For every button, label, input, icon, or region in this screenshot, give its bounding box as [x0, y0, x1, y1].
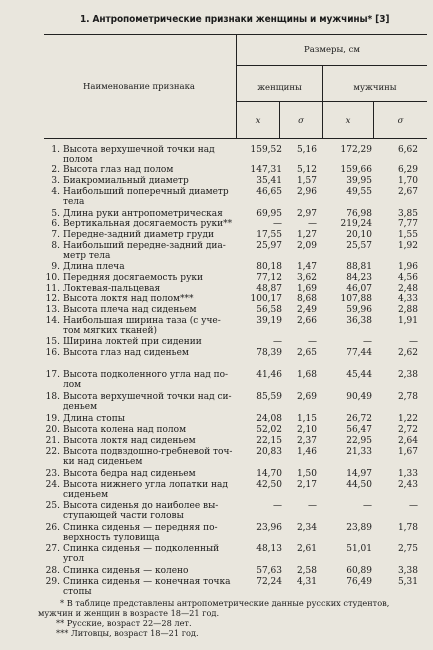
- table-row: [44, 436, 424, 447]
- women-mean: 56,58: [256, 305, 282, 315]
- women-sigma: —: [308, 219, 317, 229]
- women-sigma: 5,12: [296, 165, 317, 175]
- feature-name: Высота локтя над сиденьем: [63, 436, 196, 446]
- men-sigma: 1,92: [397, 241, 418, 251]
- feature-name: Спинка сиденья — колено: [63, 566, 189, 576]
- women-mean: 48,13: [256, 544, 282, 554]
- men-sigma: 2,43: [397, 480, 418, 490]
- feature-name: Наибольший поперечный диаметр: [63, 187, 229, 197]
- feature-name-continuation: метр тела: [63, 251, 111, 261]
- women-sigma: 2,69: [296, 392, 317, 402]
- feature-name-continuation: угол: [63, 554, 85, 564]
- table-row: [44, 165, 424, 176]
- men-mean: 56,47: [346, 425, 372, 435]
- men-sigma: 3,38: [397, 566, 418, 576]
- men-mean: —: [363, 501, 372, 511]
- row-number: 26.: [45, 523, 60, 533]
- men-sigma: 1,78: [397, 523, 418, 533]
- feature-name: Длина руки антропометрическая: [63, 209, 223, 219]
- men-mean: 36,38: [346, 316, 372, 326]
- table-row: [44, 273, 424, 284]
- women-mean: 41,46: [256, 370, 282, 380]
- men-sigma: 2,67: [397, 187, 418, 197]
- men-mean: 159,66: [340, 165, 372, 175]
- feature-name-continuation: лом: [63, 380, 82, 390]
- women-sigma: 2,17: [296, 480, 317, 490]
- women-sigma: 2,61: [296, 544, 317, 554]
- women-sigma: 1,57: [296, 176, 317, 186]
- women-mean: —: [273, 219, 282, 229]
- women-mean: 25,97: [256, 241, 282, 251]
- row-number: 28.: [45, 566, 60, 576]
- men-sigma: 1,96: [397, 262, 418, 272]
- men-sigma: 1,70: [397, 176, 418, 186]
- row-number: 3.: [51, 176, 60, 186]
- feature-label: Наименование признака: [82, 82, 195, 92]
- feature-name-continuation: ки над сиденьем: [63, 457, 143, 467]
- men-mean: 60,89: [346, 566, 372, 576]
- row-number: 6.: [51, 219, 60, 229]
- men-sigma: 3,85: [397, 209, 418, 219]
- men-mean: 76,98: [346, 209, 372, 219]
- men-sigma: —: [409, 337, 418, 347]
- table-row: [44, 425, 424, 436]
- header-group-rule: [236, 101, 427, 102]
- row-number: 16.: [45, 348, 60, 358]
- feature-name: Длина стопы: [63, 414, 125, 424]
- row-number: 14.: [45, 316, 60, 326]
- feature-name: Локтевая-пальцевая: [63, 284, 161, 294]
- row-number: 2.: [51, 165, 60, 175]
- men-sigma: 6,62: [397, 145, 418, 155]
- feature-name: Высота колена над полом: [63, 425, 187, 435]
- feature-name: Высота сиденья до наиболее вы-: [63, 501, 219, 511]
- table-row: [44, 305, 424, 316]
- feature-name-continuation: ступающей части головы: [63, 511, 184, 521]
- women-sigma: 8,68: [296, 294, 317, 304]
- men-sigma: 2,72: [397, 425, 418, 435]
- sizes-label: Размеры, см: [303, 45, 361, 55]
- row-number: 29.: [45, 577, 60, 587]
- footnote-line: * В таблице представлены антропометрические данные русских студентов,: [60, 598, 390, 608]
- men-mean: 45,44: [346, 370, 372, 380]
- footnote-line: *** Литовцы, возраст 18—21 год.: [56, 628, 199, 638]
- feature-name: Передняя досягаемость руки: [63, 273, 203, 283]
- women-sigma: 2,66: [296, 316, 317, 326]
- row-number: 10.: [45, 273, 60, 283]
- row-number: 12.: [45, 294, 60, 304]
- women-mean: 80,18: [256, 262, 282, 272]
- men-label: мужчины: [353, 83, 397, 93]
- table-row: [44, 262, 424, 273]
- women-mean: 52,02: [256, 425, 282, 435]
- feature-name-continuation: тела: [63, 197, 85, 207]
- men-mean: 22,95: [346, 436, 372, 446]
- women-sigma: 2,97: [296, 209, 317, 219]
- men-sigma: 1,33: [397, 469, 418, 479]
- feature-name: Длина плеча: [63, 262, 125, 272]
- feature-name: Высота верхушечной точки над: [63, 145, 215, 155]
- row-number: 5.: [51, 209, 60, 219]
- men-sigma: 2,48: [397, 284, 418, 294]
- men-sigma: 5,31: [397, 577, 418, 587]
- table-title: 1. Антропометрические признаки женщины и мужчины* [3]: [80, 14, 390, 25]
- women-sigma: 2,96: [296, 187, 317, 197]
- men-mean: 26,72: [346, 414, 372, 424]
- men-sigma: 2,88: [397, 305, 418, 315]
- feature-name-continuation: деньем: [63, 402, 98, 412]
- women-mean: 20,83: [256, 447, 282, 457]
- men-mean: 88,81: [346, 262, 372, 272]
- men-sigma: 2,38: [397, 370, 418, 380]
- table-row: [44, 294, 424, 305]
- women-sigma: —: [308, 337, 317, 347]
- women-mean: 85,59: [256, 392, 282, 402]
- women-sigma: 1,50: [296, 469, 317, 479]
- feature-name: Высота локтя над полом***: [63, 294, 194, 304]
- feature-name: Спинка сиденья — подколенный: [63, 544, 220, 554]
- feature-name: Вертикальная досягаемость руки**: [63, 219, 233, 229]
- men-x-label: x: [345, 116, 351, 126]
- men-mean: 219,24: [340, 219, 372, 229]
- header-sizes-rule: [236, 65, 427, 66]
- women-label: женщины: [257, 83, 302, 93]
- feature-name: Передне-задний диаметр груди: [63, 230, 214, 240]
- table-row: [44, 219, 424, 230]
- footnote-line: мужчин и женщин в возрасте 18—21 год.: [38, 608, 220, 618]
- women-mean: 35,41: [256, 176, 282, 186]
- footnote-line: ** Русские, возраст 22—28 лет.: [56, 618, 192, 628]
- men-mean: 107,88: [340, 294, 372, 304]
- women-sigma: 3,62: [296, 273, 317, 283]
- women-sigma: 1,46: [296, 447, 317, 457]
- men-mean: 90,49: [346, 392, 372, 402]
- women-mean: 42,50: [256, 480, 282, 490]
- men-mean: 46,07: [346, 284, 372, 294]
- men-sigma: 2,78: [397, 392, 418, 402]
- table-row: [44, 337, 424, 348]
- table-row: [44, 348, 424, 359]
- row-number: 18.: [45, 392, 60, 402]
- women-mean: 23,96: [256, 523, 282, 533]
- men-sigma: 2,75: [397, 544, 418, 554]
- feature-name-continuation: верхность туловища: [63, 533, 160, 543]
- feature-name: Спинка сиденья — передняя по-: [63, 523, 218, 533]
- women-sigma: 2,10: [296, 425, 317, 435]
- women-sigma: 2,34: [296, 523, 317, 533]
- feature-name: Ширина локтей при сидении: [63, 337, 202, 347]
- women-sigma-label: σ: [298, 116, 304, 126]
- women-mean: 39,19: [256, 316, 282, 326]
- row-number: 20.: [45, 425, 60, 435]
- women-mean: —: [273, 337, 282, 347]
- feature-name-continuation: сиденьем: [63, 490, 109, 500]
- women-mean: 14,70: [256, 469, 282, 479]
- men-mean: 49,55: [346, 187, 372, 197]
- women-mean: 77,12: [256, 273, 282, 283]
- women-sigma: 1,47: [296, 262, 317, 272]
- men-mean: 14,97: [346, 469, 372, 479]
- men-sigma: 4,56: [397, 273, 418, 283]
- men-mean: 59,96: [346, 305, 372, 315]
- women-mean: 46,65: [256, 187, 282, 197]
- women-sigma: —: [308, 501, 317, 511]
- table-row: [44, 469, 424, 480]
- women-sigma: 1,69: [296, 284, 317, 294]
- women-mean: 100,17: [250, 294, 282, 304]
- men-mean: 84,23: [346, 273, 372, 283]
- feature-name: Высота глаз над сиденьем: [63, 348, 189, 358]
- men-mean: 25,57: [346, 241, 372, 251]
- feature-name: Высота верхушечной точки над си-: [63, 392, 232, 402]
- feature-name: Наибольшая ширина таза (с уче-: [63, 316, 221, 326]
- women-sigma: 2,49: [296, 305, 317, 315]
- men-sigma: 7,77: [397, 219, 418, 229]
- row-number: 17.: [45, 370, 60, 380]
- feature-name: Наибольший передне-задний диа-: [63, 241, 226, 251]
- table-row: [44, 566, 424, 577]
- table-row: [44, 176, 424, 187]
- women-mean: 17,55: [256, 230, 282, 240]
- header-bottom-rule: [44, 138, 427, 139]
- women-mean: 159,52: [250, 145, 282, 155]
- table-row: [44, 230, 424, 241]
- men-mean: 51,01: [346, 544, 372, 554]
- men-mean: 44,50: [346, 480, 372, 490]
- feature-name: Высота бедра над сиденьем: [63, 469, 196, 479]
- women-x-label: x: [255, 116, 261, 126]
- men-mean: 76,49: [346, 577, 372, 587]
- row-number: 15.: [45, 337, 60, 347]
- row-number: 7.: [51, 230, 60, 240]
- women-mean: 78,39: [256, 348, 282, 358]
- men-mean: 39,95: [346, 176, 372, 186]
- row-number: 24.: [45, 480, 60, 490]
- women-sigma: 2,58: [296, 566, 317, 576]
- feature-name-continuation: стопы: [63, 587, 92, 597]
- men-sigma: 1,22: [397, 414, 418, 424]
- row-number: 4.: [51, 187, 60, 197]
- women-mean: 24,08: [256, 414, 282, 424]
- men-sigma: 6,29: [397, 165, 418, 175]
- men-sigma: 1,55: [397, 230, 418, 240]
- men-mean: 23,89: [346, 523, 372, 533]
- row-number: 22.: [45, 447, 60, 457]
- row-number: 11.: [45, 284, 60, 294]
- women-mean: 57,63: [256, 566, 282, 576]
- feature-name: Высота нижнего угла лопатки над: [63, 480, 228, 490]
- row-number: 8.: [51, 241, 60, 251]
- men-mean: 21,33: [346, 447, 372, 457]
- men-mean: 20,10: [346, 230, 372, 240]
- row-number: 23.: [45, 469, 60, 479]
- men-sigma: 4,33: [397, 294, 418, 304]
- men-sigma-label: σ: [397, 116, 404, 126]
- feature-name: Высота подвздошно-гребневой точ-: [63, 447, 233, 457]
- men-sigma: 1,67: [397, 447, 418, 457]
- feature-name: Высота плеча над сиденьем: [63, 305, 197, 315]
- women-sigma: 1,68: [296, 370, 317, 380]
- row-number: 21.: [45, 436, 60, 446]
- men-sigma: —: [409, 501, 418, 511]
- row-number: 27.: [45, 544, 60, 554]
- feature-name: Спинка сиденья — конечная точка: [63, 577, 231, 587]
- feature-name: Высота глаз над полом: [63, 165, 174, 175]
- women-mean: 48,87: [256, 284, 282, 294]
- feature-name: Биакромиальный диаметр: [63, 176, 189, 186]
- table-row: [44, 414, 424, 425]
- men-sigma: 2,62: [397, 348, 418, 358]
- men-sigma: 1,91: [397, 316, 418, 326]
- row-number: 1.: [51, 145, 60, 155]
- row-number: 19.: [45, 414, 60, 424]
- women-mean: 147,31: [250, 165, 282, 175]
- women-sigma: 5,16: [296, 145, 317, 155]
- men-sigma: 2,64: [397, 436, 418, 446]
- women-mean: 72,24: [256, 577, 282, 587]
- feature-name-continuation: том мягких тканей): [63, 326, 158, 336]
- feature-name-continuation: полом: [63, 155, 93, 165]
- footnotes: [38, 598, 428, 638]
- feature-name: Высота подколенного угла над по-: [63, 370, 229, 380]
- women-sigma: 4,31: [296, 577, 317, 587]
- women-mean: 22,15: [256, 436, 282, 446]
- women-mean: 69,95: [256, 209, 282, 219]
- men-mean: —: [363, 337, 372, 347]
- row-number: 13.: [45, 305, 60, 315]
- men-mean: 77,44: [346, 348, 372, 358]
- men-mean: 172,29: [340, 145, 372, 155]
- women-mean: —: [273, 501, 282, 511]
- women-sigma: 2,37: [296, 436, 317, 446]
- women-sigma: 1,27: [296, 230, 317, 240]
- women-sigma: 2,09: [296, 241, 317, 251]
- row-number: 25.: [45, 501, 60, 511]
- women-sigma: 1,15: [296, 414, 317, 424]
- women-sigma: 2,65: [296, 348, 317, 358]
- row-number: 9.: [51, 262, 60, 272]
